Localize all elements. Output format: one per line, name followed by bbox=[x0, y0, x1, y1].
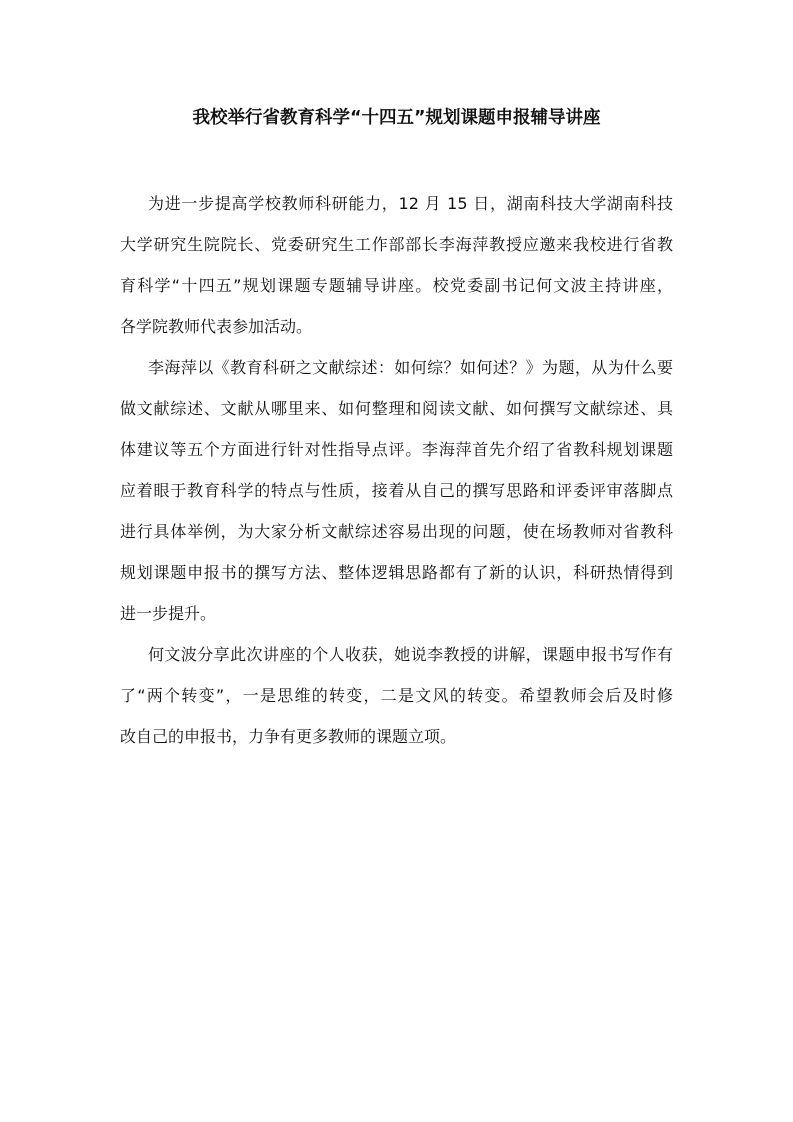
paragraph-2-line-3: 体建议等五个方面进行针对性指导点评。李海萍首先介绍了省教科规划课题 bbox=[120, 440, 673, 459]
paragraph-3 bbox=[120, 634, 673, 757]
paragraph-1-line-4: 各学院教师代表参加活动。 bbox=[120, 317, 313, 336]
paragraph-3-line-1: 何文波分享此次讲座的个人收获，她说李教授的讲解，课题申报书写作有 bbox=[148, 645, 673, 664]
paragraph-2-line-2: 做文献综述、文献从哪里来、如何整理和阅读文献、如何撰写文献综述、具 bbox=[120, 399, 673, 418]
paragraph-1-line-2: 大学研究生院院长、党委研究生工作部部长李海萍教授应邀来我校进行省教 bbox=[120, 235, 673, 254]
paragraph-1-line-3: 育科学“十四五”规划课题专题辅导讲座。校党委副书记何文波主持讲座， bbox=[120, 276, 673, 295]
document-body bbox=[120, 183, 673, 757]
document-title: 我校举行省教育科学“十四五”规划课题申报辅导讲座 bbox=[192, 108, 601, 128]
paragraph-2-line-7: 进一步提升。 bbox=[120, 604, 217, 623]
paragraph-2-line-5: 进行具体举例，为大家分析文献综述容易出现的问题，使在场教师对省教科 bbox=[120, 522, 673, 541]
paragraph-1-line-1: 为进一步提高学校教师科研能力，12 月 15 日，湖南科技大学湖南科技 bbox=[148, 194, 673, 213]
paragraph-3-line-2: 了“两个转变”，一是思维的转变，二是文风的转变。希望教师会后及时修 bbox=[120, 686, 673, 705]
paragraph-2 bbox=[120, 347, 673, 634]
paragraph-2-line-4: 应着眼于教育科学的特点与性质，接着从自己的撰写思路和评委评审落脚点 bbox=[120, 481, 673, 500]
paragraph-2-line-6: 规划课题申报书的撰写方法、整体逻辑思路都有了新的认识，科研热情得到 bbox=[120, 563, 673, 582]
paragraph-2-line-1: 李海萍以《教育科研之文献综述：如何综？如何述？》为题，从为什么要 bbox=[148, 358, 673, 377]
paragraph-1 bbox=[120, 183, 673, 347]
paragraph-3-line-3: 改自己的申报书，力争有更多教师的课题立项。 bbox=[120, 727, 457, 746]
